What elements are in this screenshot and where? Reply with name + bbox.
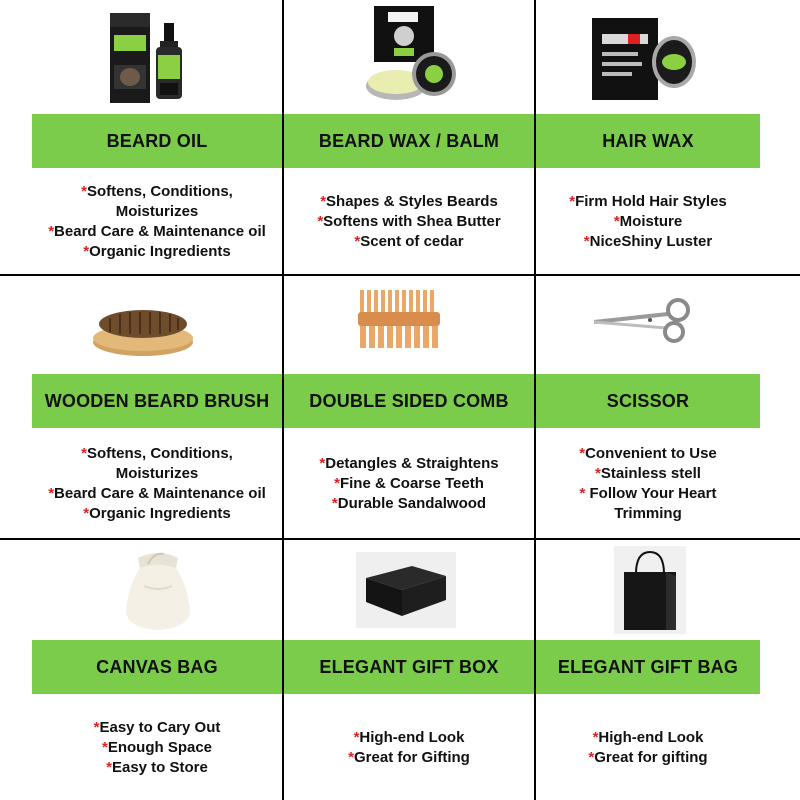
product-title: SCISSOR [606,390,690,411]
asterisk-marker: * [354,233,361,250]
feature-text: Stainless stell [600,465,701,482]
feature-text: Durable Sandalwood [337,495,487,512]
row-divider-2 [0,538,800,540]
feature-text: Trimming [614,505,682,522]
feature-line [332,494,486,514]
feature-line [319,454,498,474]
feature-line [334,474,484,494]
product-description [284,696,534,800]
feature-line [48,484,266,504]
feature-text: Convenient to Use [585,445,717,462]
product-title: DOUBLE SIDED COMB [309,390,509,411]
feature-text: Softens, Conditions, [87,445,233,462]
feature-line [83,504,231,524]
product-description [284,170,534,274]
asterisk-marker: * [583,233,590,250]
scissor-icon [590,296,700,346]
product-title: BEARD WAX / BALM [318,130,500,151]
asterisk-marker: * [106,759,112,776]
asterisk-marker: * [353,729,360,746]
asterisk-marker: * [81,183,87,200]
feature-line [116,202,199,222]
feature-text: Scent of cedar [360,233,464,250]
asterisk-marker: * [613,213,620,230]
feature-text: Beard Care & Maintenance oil [54,485,266,502]
asterisk-marker: * [579,485,590,502]
asterisk-marker: * [83,243,90,260]
feature-text: Great for gifting [594,749,708,766]
product-description [32,430,282,538]
feature-text: Moisturizes [115,203,199,220]
asterisk-marker: * [569,193,576,210]
asterisk-marker: * [579,445,586,462]
feature-line [48,222,266,242]
feature-text: Enough Space [107,739,213,756]
feature-line [102,738,212,758]
product-description [536,430,760,538]
product-title: ELEGANT GIFT BOX [319,656,499,677]
feature-line [116,464,199,484]
feature-line [354,232,463,252]
feature-text: Moisture [619,213,683,230]
feature-text: Firm Hold Hair Styles [575,193,727,210]
product-title: WOODEN BEARD BRUSH [44,390,270,411]
beard-wax-tin-icon [362,4,462,106]
product-description [32,170,282,274]
beard-oil-bottle-icon [100,5,190,105]
feature-line [593,728,704,748]
feature-text: Organic Ingredients [89,243,231,260]
feature-text: Great for Gifting [354,749,470,766]
feature-text: Fine & Coarse Teeth [339,475,484,492]
feature-line [354,728,465,748]
feature-text: Softens with Shea Butter [323,213,501,230]
asterisk-marker: * [348,749,354,766]
product-title: CANVAS BAG [96,656,218,677]
feature-line [584,232,712,252]
asterisk-marker: * [101,739,108,756]
feature-text: Detangles & Straightens [325,455,499,472]
asterisk-marker: * [331,495,338,512]
gift-box-icon [356,552,456,628]
asterisk-marker: * [320,193,327,210]
feature-text: High-end Look [359,729,465,746]
feature-line [614,212,682,232]
asterisk-marker: * [93,719,100,736]
beard-brush-icon [88,300,198,360]
feature-line [317,212,500,232]
feature-text: Easy to Store [111,759,208,776]
product-description [536,696,760,800]
feature-line [320,192,498,212]
product-description [536,170,760,274]
feature-text: High-end Look [598,729,704,746]
asterisk-marker: * [83,505,90,522]
feature-text: Follow Your Heart [589,485,717,502]
feature-line [614,504,682,524]
feature-text: NiceShiny Luster [589,233,713,250]
product-description [284,430,534,538]
feature-line [81,444,233,464]
feature-line [106,758,208,778]
product-title: BEARD OIL [106,130,208,151]
feature-text: Organic Ingredients [89,505,231,522]
feature-text: Beard Care & Maintenance oil [54,223,266,240]
feature-text: Shapes & Styles Beards [326,193,498,210]
product-title: ELEGANT GIFT BAG [557,656,739,677]
row-divider-1 [0,274,800,276]
asterisk-marker: * [319,455,326,472]
asterisk-marker: * [595,465,601,482]
comb-icon [354,288,444,350]
asterisk-marker: * [81,445,87,462]
feature-line [588,748,707,768]
asterisk-marker: * [48,485,55,502]
feature-line [569,192,727,212]
product-title: HAIR WAX [602,130,694,151]
hair-wax-tin-icon [588,12,698,106]
gift-bag-icon [614,546,686,634]
feature-line [348,748,470,768]
feature-text: Easy to Cary Out [99,719,221,736]
feature-text: Moisturizes [115,465,199,482]
feature-line [81,182,233,202]
asterisk-marker: * [48,223,55,240]
feature-line [580,484,717,504]
canvas-bag-icon [118,546,198,632]
product-description [32,696,282,800]
asterisk-marker: * [317,213,324,230]
feature-line [579,444,717,464]
feature-text: Softens, Conditions, [87,183,233,200]
asterisk-marker: * [588,749,595,766]
feature-line [595,464,701,484]
feature-line [83,242,231,262]
asterisk-marker: * [592,729,599,746]
feature-line [94,718,221,738]
asterisk-marker: * [334,475,340,492]
